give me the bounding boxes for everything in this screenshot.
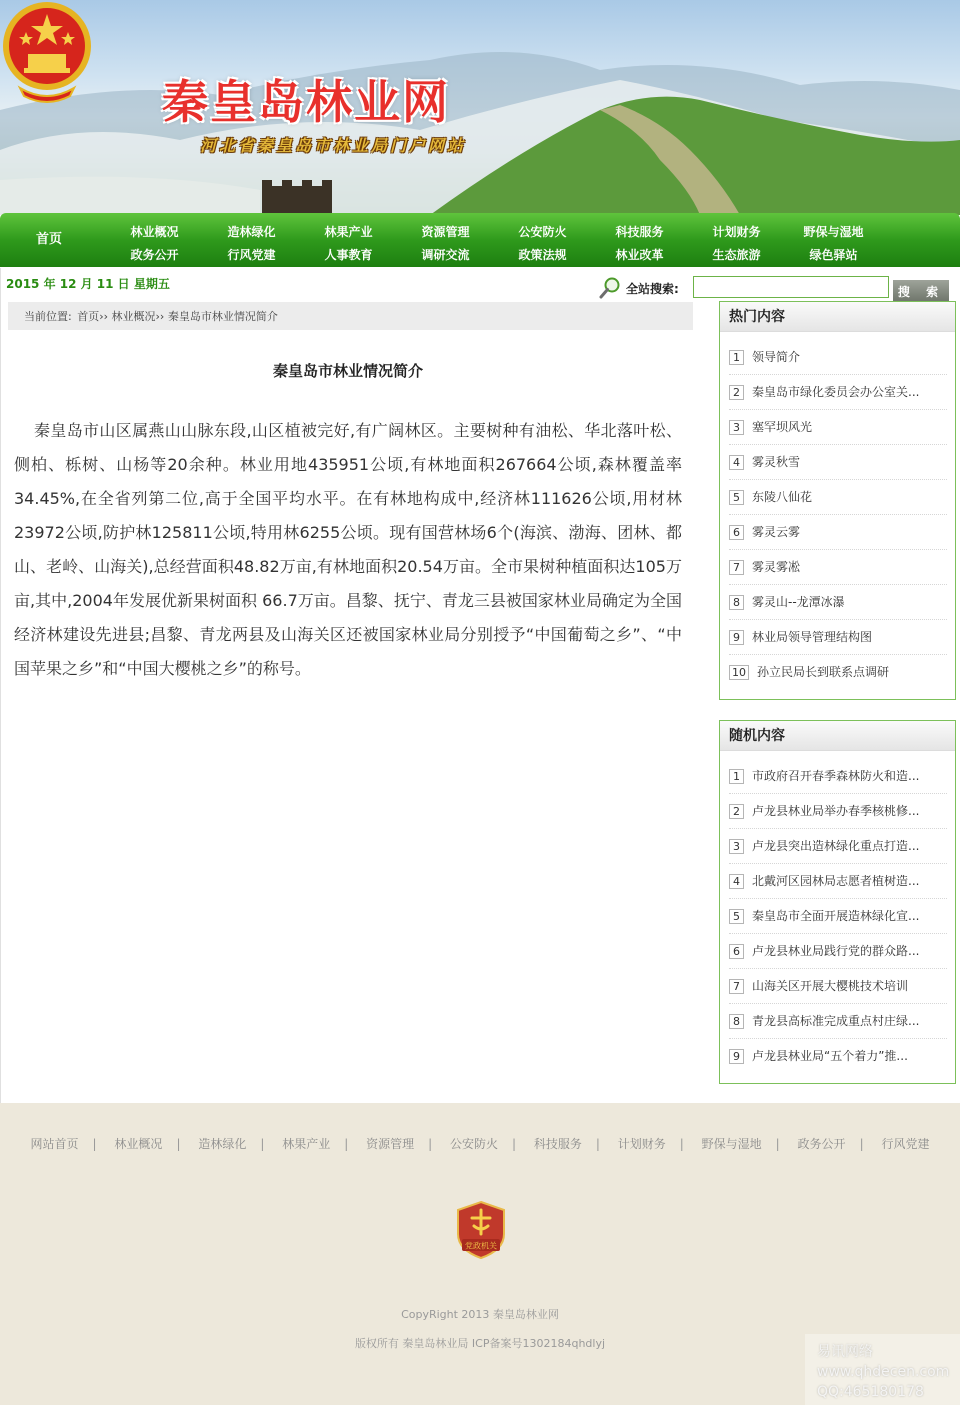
badge-label: 党政机关 — [465, 1241, 497, 1251]
hot-link[interactable]: 雾灵云雾 — [752, 525, 801, 539]
search-button[interactable]: 搜 索 — [893, 280, 949, 302]
breadcrumb — [8, 302, 693, 330]
footer-link-party-building[interactable]: 行风党建 — [881, 1137, 930, 1151]
footer-separator: | — [775, 1137, 780, 1151]
list-item — [729, 550, 947, 585]
nav-item-planning-finance[interactable]: 计划财务 — [712, 225, 761, 239]
nav-column-8 — [785, 221, 882, 267]
nav-item-forestry-reform[interactable]: 林业改革 — [615, 248, 664, 262]
footer-link-resource-management[interactable]: 资源管理 — [366, 1137, 415, 1151]
random-content-title: 随机内容 — [720, 721, 955, 751]
nav-item-fire-prevention[interactable]: 公安防火 — [518, 225, 567, 239]
search-input[interactable] — [693, 276, 889, 298]
rank-number: 2 — [729, 804, 744, 819]
article-body: 秦皇岛市山区属燕山山脉东段,山区植被完好,有广阔林区。主要树种有油松、华北落叶松、侧柏、栎树、山杨等20余种。林业用地435951公顷,有林地面积267664公顷,森林覆盖率34.45%,在全省列第二位,高于全国平均水平。在有林地构成中,经济林111626公顷,用材林23972公顷,防护林125811公顷,特用林6255公顷。现有国营林场6个(海滨、渤海、团林、都山、老岭、山海关),总经营面积48.82万亩,有林地面积20.54万亩。全市果树种植面积达105万亩,其中,2004年发展优新果树面积 66.7万亩。昌黎、抚宁、青龙三县被国家林业局确定为全国经济林建设先进县;昌黎、青龙两县及山海关区还被国家林业局分别授予“中国葡萄之乡”、“中国苹果之乡”和“中国大樱桃之乡”的称号。 — [14, 421, 682, 678]
hot-link[interactable]: 孙立民局长到联系点调研 — [757, 665, 890, 679]
rank-number: 7 — [729, 979, 744, 994]
random-link[interactable]: 卢龙县林业局举办春季核桃修... — [752, 804, 920, 818]
footer-link-forestry-overview[interactable]: 林业概况 — [114, 1137, 163, 1151]
main-nav — [0, 213, 960, 267]
nav-item-personnel-education[interactable]: 人事教育 — [324, 248, 373, 262]
banner-landscape — [0, 0, 960, 215]
random-link[interactable]: 市政府召开春季森林防火和造... — [752, 769, 920, 783]
rank-number: 2 — [729, 385, 744, 400]
rank-number: 5 — [729, 490, 744, 505]
list-item — [729, 1039, 947, 1074]
national-emblem-icon — [0, 0, 94, 108]
hot-content-title: 热门内容 — [720, 302, 955, 332]
nav-item-afforestation[interactable]: 造林绿化 — [227, 225, 276, 239]
watermark-line-1: 易讯网络 — [817, 1344, 873, 1360]
list-item — [729, 655, 947, 690]
random-link[interactable]: 山海关区开展大樱桃技术培训 — [752, 979, 909, 993]
footer-separator: | — [344, 1137, 349, 1151]
watermark — [805, 1334, 960, 1405]
party-government-badge-icon[interactable] — [455, 1200, 507, 1260]
nav-column-7 — [688, 221, 785, 267]
rank-number: 4 — [729, 874, 744, 889]
hot-link[interactable]: 秦皇岛市绿化委员会办公室关... — [752, 385, 920, 399]
footer-link-wildlife-wetland[interactable]: 野保与湿地 — [701, 1137, 762, 1151]
hot-content-box — [719, 301, 956, 700]
list-item — [729, 864, 947, 899]
rank-number: 5 — [729, 909, 744, 924]
nav-column-2 — [203, 221, 300, 267]
rank-number: 9 — [729, 1049, 744, 1064]
rank-number: 8 — [729, 595, 744, 610]
breadcrumb-prefix: 当前位置: — [24, 310, 72, 323]
copyright-text: CopyRight 2013 秦皇岛林业网 — [401, 1308, 559, 1321]
list-item — [729, 1004, 947, 1039]
random-link[interactable]: 秦皇岛市全面开展造林绿化宣... — [752, 909, 920, 923]
rank-number: 4 — [729, 455, 744, 470]
rank-number: 3 — [729, 420, 744, 435]
header-banner — [0, 0, 960, 215]
list-item — [729, 480, 947, 515]
footer-links — [0, 1135, 960, 1152]
breadcrumb-current: 秦皇岛市林业情况简介 — [167, 310, 278, 323]
hot-link[interactable]: 东陵八仙花 — [752, 490, 813, 504]
nav-column-1 — [106, 221, 203, 267]
footer-link-home[interactable]: 网站首页 — [30, 1137, 79, 1151]
footer-separator: | — [512, 1137, 517, 1151]
nav-item-green-station[interactable]: 绿色驿站 — [809, 248, 858, 262]
hot-link[interactable]: 雾灵山--龙潭冰瀑 — [752, 595, 845, 609]
nav-item-forestry-overview[interactable]: 林业概况 — [130, 225, 179, 239]
footer-link-fruit-industry[interactable]: 林果产业 — [282, 1137, 331, 1151]
footer-separator: | — [679, 1137, 684, 1151]
current-date: 2015 年 12 月 11 日 星期五 — [6, 277, 170, 291]
rank-number: 7 — [729, 560, 744, 575]
owner-icp-text: 版权所有 秦皇岛林业局 ICP备案号1302184qhdlyj — [354, 1337, 606, 1350]
rank-number: 3 — [729, 839, 744, 854]
list-item — [729, 794, 947, 829]
nav-home[interactable]: 首页 — [35, 232, 62, 247]
rank-number: 9 — [729, 630, 744, 645]
random-link[interactable]: 卢龙县林业局践行党的群众路... — [752, 944, 920, 958]
footer-separator: | — [176, 1137, 181, 1151]
list-item — [729, 375, 947, 410]
nav-item-party-building[interactable]: 行风党建 — [227, 248, 276, 262]
hot-link[interactable]: 林业局领导管理结构图 — [752, 630, 873, 644]
footer-separator: | — [92, 1137, 97, 1151]
magnifier-icon — [598, 276, 622, 300]
list-item — [729, 969, 947, 1004]
nav-item-fruit-industry[interactable]: 林果产业 — [324, 225, 373, 239]
nav-item-research-exchange[interactable]: 调研交流 — [421, 248, 470, 262]
rank-number: 1 — [729, 350, 744, 365]
nav-column-4 — [397, 221, 494, 267]
nav-column-3 — [300, 221, 397, 267]
footer-link-planning-finance[interactable]: 计划财务 — [617, 1137, 666, 1151]
hot-link[interactable]: 塞罕坝风光 — [752, 420, 813, 434]
rank-number: 6 — [729, 944, 744, 959]
breadcrumb-home[interactable]: 首页›› — [77, 310, 109, 323]
random-content-box — [719, 720, 956, 1084]
footer-link-tech-service[interactable]: 科技服务 — [533, 1137, 582, 1151]
footer-link-fire-prevention[interactable]: 公安防火 — [449, 1137, 498, 1151]
hot-link[interactable]: 雾灵雾凇 — [752, 560, 801, 574]
list-item — [729, 759, 947, 794]
nav-column-6 — [591, 221, 688, 267]
footer-link-government-affairs[interactable]: 政务公开 — [797, 1137, 846, 1151]
hot-link[interactable]: 雾灵秋雪 — [752, 455, 801, 469]
nav-item-policies-regulations[interactable]: 政策法规 — [518, 248, 567, 262]
random-link[interactable]: 卢龙县林业局“五个着力”推... — [752, 1049, 908, 1063]
list-item — [729, 340, 947, 375]
nav-column-5 — [494, 221, 591, 267]
content-left-border — [0, 268, 1, 1103]
watermark-line-3: QQ:465180178 — [817, 1384, 924, 1400]
footer-separator: | — [859, 1137, 864, 1151]
random-link[interactable]: 北戴河区园林局志愿者植树造... — [752, 874, 920, 888]
nav-item-eco-tourism[interactable]: 生态旅游 — [712, 248, 761, 262]
search-label: 全站搜索: — [626, 282, 679, 296]
list-item — [729, 899, 947, 934]
random-link[interactable]: 青龙县高标准完成重点村庄绿... — [752, 1014, 920, 1028]
footer-link-afforestation[interactable]: 造林绿化 — [198, 1137, 247, 1151]
watermark-line-2: www.qhdecen.com — [817, 1364, 950, 1380]
footer-separator: | — [260, 1137, 265, 1151]
list-item — [729, 445, 947, 480]
nav-item-government-affairs[interactable]: 政务公开 — [130, 248, 179, 262]
rank-number: 1 — [729, 769, 744, 784]
rank-number: 6 — [729, 525, 744, 540]
nav-item-resource-management[interactable]: 资源管理 — [421, 225, 470, 239]
list-item — [729, 515, 947, 550]
article-title: 秦皇岛市林业情况简介 — [272, 362, 423, 380]
list-item — [729, 585, 947, 620]
site-subtitle: 河北省秦皇岛市林业局门户网站 — [200, 136, 467, 155]
breadcrumb-forestry-overview[interactable]: 林业概况›› — [111, 310, 165, 323]
footer-separator: | — [595, 1137, 600, 1151]
list-item — [729, 410, 947, 445]
site-title: 秦皇岛林业网 — [162, 75, 450, 129]
rank-number: 10 — [729, 665, 749, 680]
random-link[interactable]: 卢龙县突出造林绿化重点打造... — [752, 839, 920, 853]
nav-item-tech-service[interactable]: 科技服务 — [615, 225, 664, 239]
nav-item-wildlife-wetland[interactable]: 野保与湿地 — [803, 225, 864, 239]
footer-separator: | — [428, 1137, 433, 1151]
list-item — [729, 829, 947, 864]
list-item — [729, 620, 947, 655]
hot-link[interactable]: 领导简介 — [752, 350, 801, 364]
rank-number: 8 — [729, 1014, 744, 1029]
list-item — [729, 934, 947, 969]
